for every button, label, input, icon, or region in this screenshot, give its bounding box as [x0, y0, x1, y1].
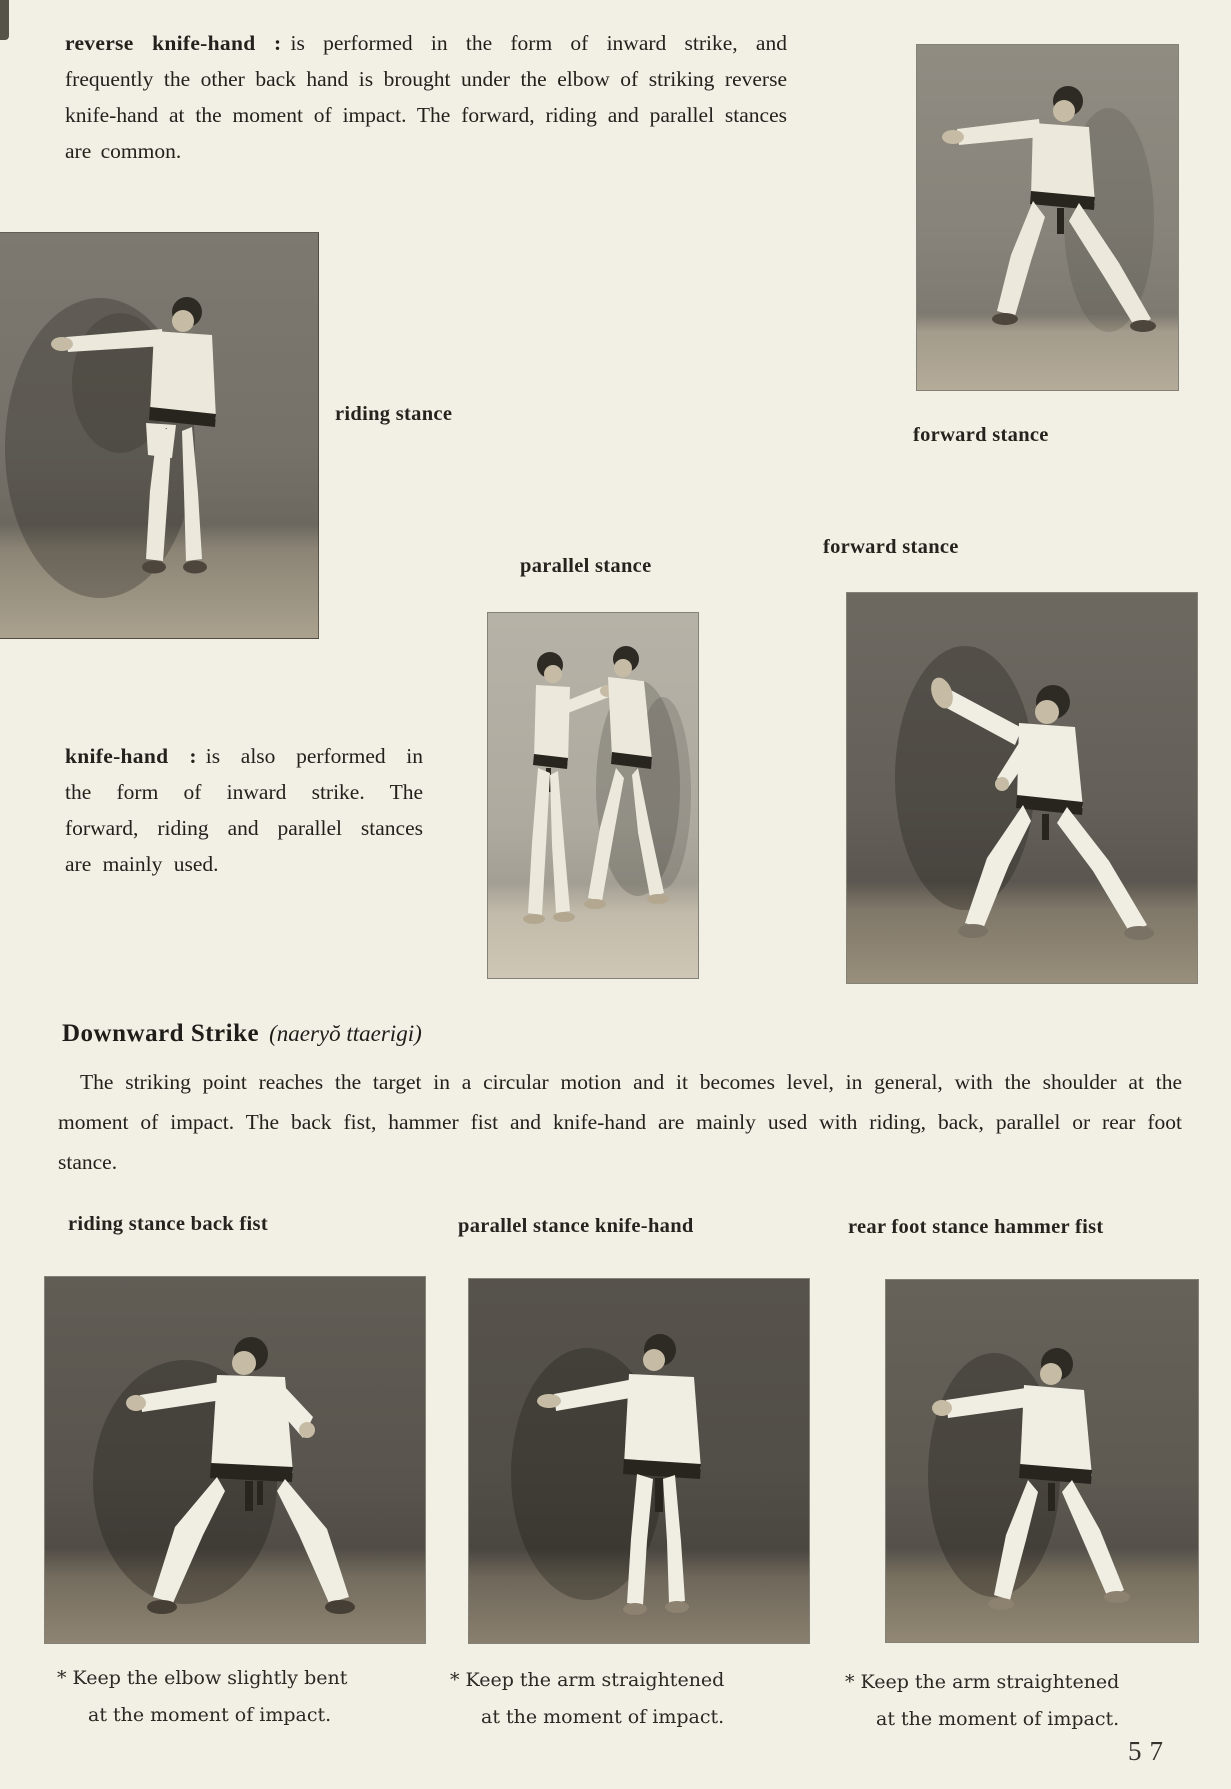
- photo-forward-stance-top: [917, 45, 1178, 390]
- term-knife-hand: knife-hand :: [65, 744, 197, 768]
- label-rear-foot-stance-hammer-fist: rear foot stance hammer fist: [848, 1216, 1104, 1238]
- karate-figure-rear-foot-stance-hammer-fist: [886, 1280, 1198, 1642]
- caption-riding-stance: riding stance: [335, 403, 453, 425]
- photo-riding-stance-back-fist: [45, 1277, 425, 1643]
- term-reverse-knife-hand: reverse knife-hand :: [65, 31, 282, 55]
- paragraph-knife-hand-body: is also performed in the form of inward strike. The forward, riding and parallel stances are mainly used.: [65, 744, 423, 876]
- karate-figure-riding-stance-back-fist: [45, 1277, 425, 1643]
- label-riding-stance-back-fist: riding stance back fist: [68, 1213, 268, 1235]
- note-back-fist-line2: at the moment of impact.: [88, 1704, 332, 1726]
- photo-rear-foot-stance-hammer-fist: [886, 1280, 1198, 1642]
- note-knife-hand: [450, 1662, 724, 1736]
- caption-forward-stance-mid: forward stance: [823, 536, 959, 558]
- note-hammer-fist: [845, 1664, 1119, 1738]
- paragraph-reverse-knife-hand: [65, 25, 787, 169]
- page-number: 57: [1128, 1736, 1171, 1766]
- label-parallel-stance-knife-hand: parallel stance knife-hand: [458, 1215, 694, 1237]
- caption-parallel-stance: parallel stance: [520, 555, 652, 577]
- karate-figures-parallel-stance-knife-hand: [488, 613, 698, 978]
- heading-downward-strike: [62, 1014, 422, 1054]
- karate-figure-riding-stance-strike: [0, 233, 318, 638]
- photo-parallel-stance-knife-hand: [469, 1279, 809, 1643]
- photo-forward-stance-mid: [847, 593, 1197, 983]
- karate-figure-parallel-stance-knife-hand: [469, 1279, 809, 1643]
- karate-figure-forward-stance-open-hand: [847, 593, 1197, 983]
- heading-downward-strike-title: Downward Strike: [62, 1020, 260, 1047]
- note-knife-hand-line2: at the moment of impact.: [481, 1706, 725, 1728]
- photo-parallel-stance-pair: [488, 613, 698, 978]
- karate-figure-forward-stance-strike: [917, 45, 1178, 390]
- scan-artifact-top-left: [0, 0, 9, 40]
- paragraph-reverse-knife-hand-body: is performed in the form of inward strike, and frequently the other back hand is brought under the elbow of striking reverse knife-hand at the moment of impact. The forward, riding and parallel stances are common.: [65, 31, 787, 163]
- caption-forward-stance-top: forward stance: [913, 424, 1049, 446]
- note-back-fist-line1: * Keep the elbow slightly bent: [57, 1667, 348, 1689]
- note-back-fist: [57, 1660, 347, 1734]
- paragraph-downward-strike: The striking point reaches the target in a circular motion and it becomes level, in general, with the shoulder at the moment of impact. The back fist, hammer fist and knife-hand are mainly used with riding, back, parallel or rear foot stance.: [58, 1070, 1182, 1174]
- note-hammer-fist-line1: * Keep the arm straightened: [845, 1671, 1120, 1693]
- paragraph-knife-hand: [65, 738, 423, 882]
- note-knife-hand-line1: * Keep the arm straightened: [450, 1669, 725, 1691]
- photo-riding-stance: [0, 232, 319, 639]
- heading-downward-strike-romanization: (naeryŏ ttaerigi): [269, 1021, 422, 1046]
- note-hammer-fist-line2: at the moment of impact.: [876, 1708, 1120, 1730]
